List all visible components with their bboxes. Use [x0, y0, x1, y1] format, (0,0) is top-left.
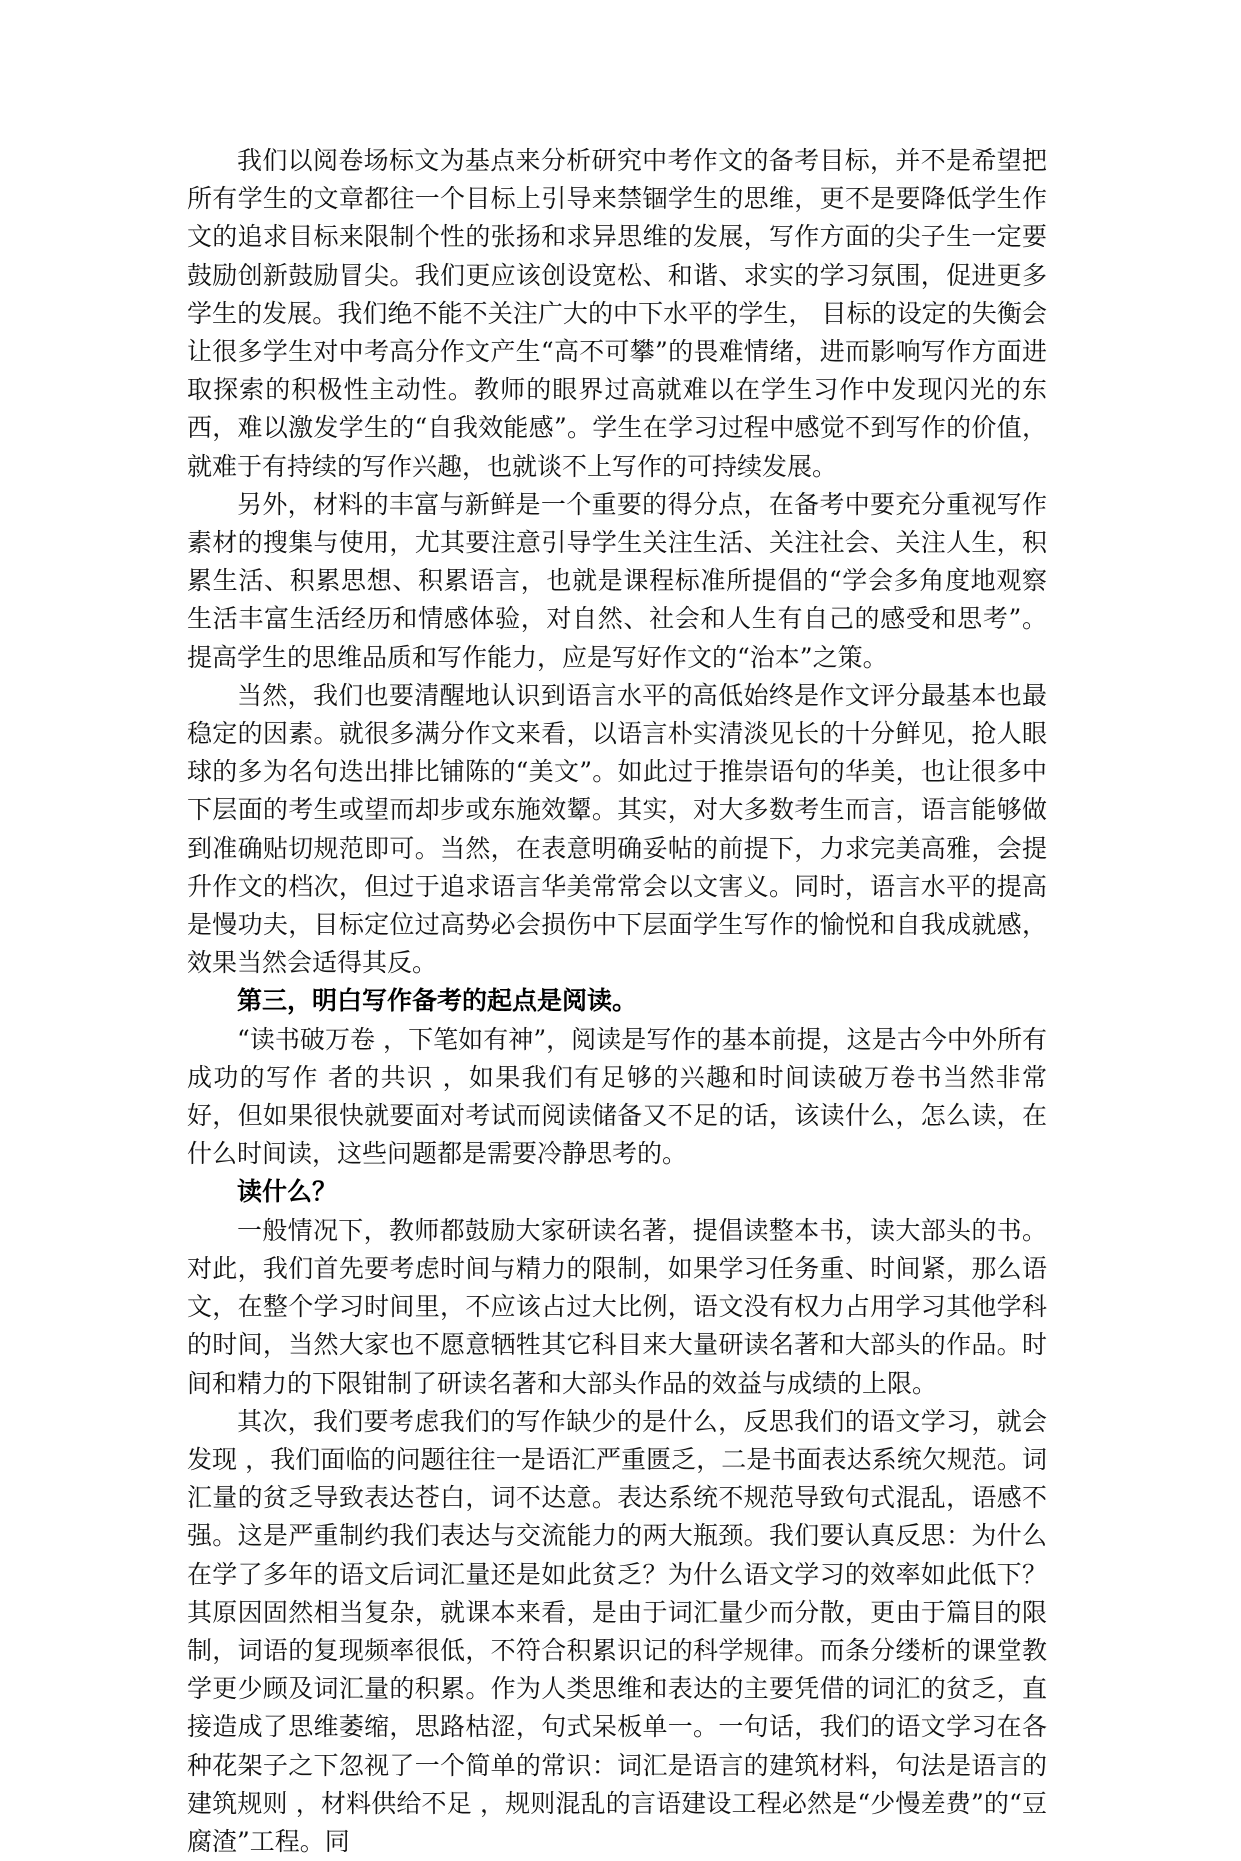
- section-heading-reading: 第三，明白写作备考的起点是阅读。: [237, 986, 638, 1016]
- paragraph-4: “读书破万卷 ，下笔如有神”，阅读是写作的基本前提，这是古今中外所有成功的写作 者的共识 ，如果我们有足够的兴趣和时间读破万卷书当然非常好，但如果很快就要面对考试而阅读储备又不足的话，该读什么，怎么读，在什么时间读，这些问题都是需要冷静思考的。: [187, 1024, 1047, 1169]
- document-body: [187, 142, 1047, 1861]
- paragraph-3: 当然，我们也要清醒地认识到语言水平的高低始终是作文评分最基本也最稳定的因素。就很多满分作文来看，以语言朴实清淡见长的十分鲜见，抢人眼球的多为名句迭出排比铺陈的“美文”。如此过于推崇语句的华美，也让很多中下层面的考生或望而却步或东施效颦。其实，对大多数考生而言，语言能够做到准确贴切规范即可。当然，在表意明确妥帖的前提下，力求完美高雅，会提升作文的档次，但过于追求语言华美常常会以文害义。同时，语言水平的提高是慢功夫，目标定位过高势必会损伤中下层面学生写作的愉悦和自我成就感，效果当然会适得其反。: [187, 680, 1047, 978]
- paragraph-5: 一般情况下，教师都鼓励大家研读名著，提倡读整本书，读大部头的书。对此，我们首先要考虑时间与精力的限制，如果学习任务重、时间紧，那么语文，在整个学习时间里，不应该占过大比例，语文没有权力占用学习其他学科的时间，当然大家也不愿意牺牲其它科目来大量研读名著和大部头的作品。时间和精力的下限钳制了研读名著和大部头作品的效益与成绩的上限。: [187, 1215, 1047, 1398]
- paragraph-2: 另外，材料的丰富与新鲜是一个重要的得分点，在备考中要充分重视写作素材的搜集与使用，尤其要注意引导学生关注生活、关注社会、关注人生，积累生活、积累思想、积累语言，也就是课程标准所提倡的“学会多角度地观察生活丰富生活经历和情感体验，对自然、社会和人生有自己的感受和思考”。提高学生的思维品质和写作能力，应是写好作文的“治本”之策。: [187, 489, 1047, 672]
- paragraph-1: 我们以阅卷场标文为基点来分析研究中考作文的备考目标，并不是希望把所有学生的文章都往一个目标上引导来禁锢学生的思维，更不是要降低学生作文的追求目标来限制个性的张扬和求异思维的发展，写作方面的尖子生一定要鼓励创新鼓励冒尖。我们更应该创设宽松、和谐、求实的学习氛围，促进更多学生的发展。我们绝不能不关注广大的中下水平的学生， 目标的设定的失衡会让很多学生对中考高分作文产生“高不可攀”的畏难情绪，进而影响写作方面进取探索的积极性主动性。教师的眼界过高就难以在学生习作中发现闪光的东西，难以激发学生的“自我效能感”。学生在学习过程中感觉不到写作的价值，就难于有持续的写作兴趣，也就谈不上写作的可持续发展。: [187, 146, 1047, 481]
- subheading-what-to-read: 读什么？: [237, 1177, 338, 1207]
- paragraph-6: 其次，我们要考虑我们的写作缺少的是什么，反思我们的语文学习，就会发现 ，我们面临的问题往往一是语汇严重匮乏，二是书面表达系统欠规范。词汇量的贫乏导致表达苍白，词不达意。表达系统不规范导致句式混乱，语感不强。这是严重制约我们表达与交流能力的两大瓶颈。我们要认真反思：为什么在学了多年的语文后词汇量还是如此贫乏？为什么语文学习的效率如此低下？其原因固然相当复杂，就课本来看，是由于词汇量少而分散，更由于篇目的限制，词语的复现频率很低，不符合积累识记的科学规律。而条分缕析的课堂教学更少顾及词汇量的积累。作为人类思维和表达的主要凭借的词汇的贫乏，直接造成了思维萎缩，思路枯涩，句式呆板单一。一句话，我们的语文学习在各种花架子之下忽视了一个简单的常识：词汇是语言的建筑材料，句法是语言的建筑规则 ，材料供给不足 ，规则混乱的言语建设工程必然是“少慢差费”的“豆腐渣”工程。同: [187, 1406, 1047, 1856]
